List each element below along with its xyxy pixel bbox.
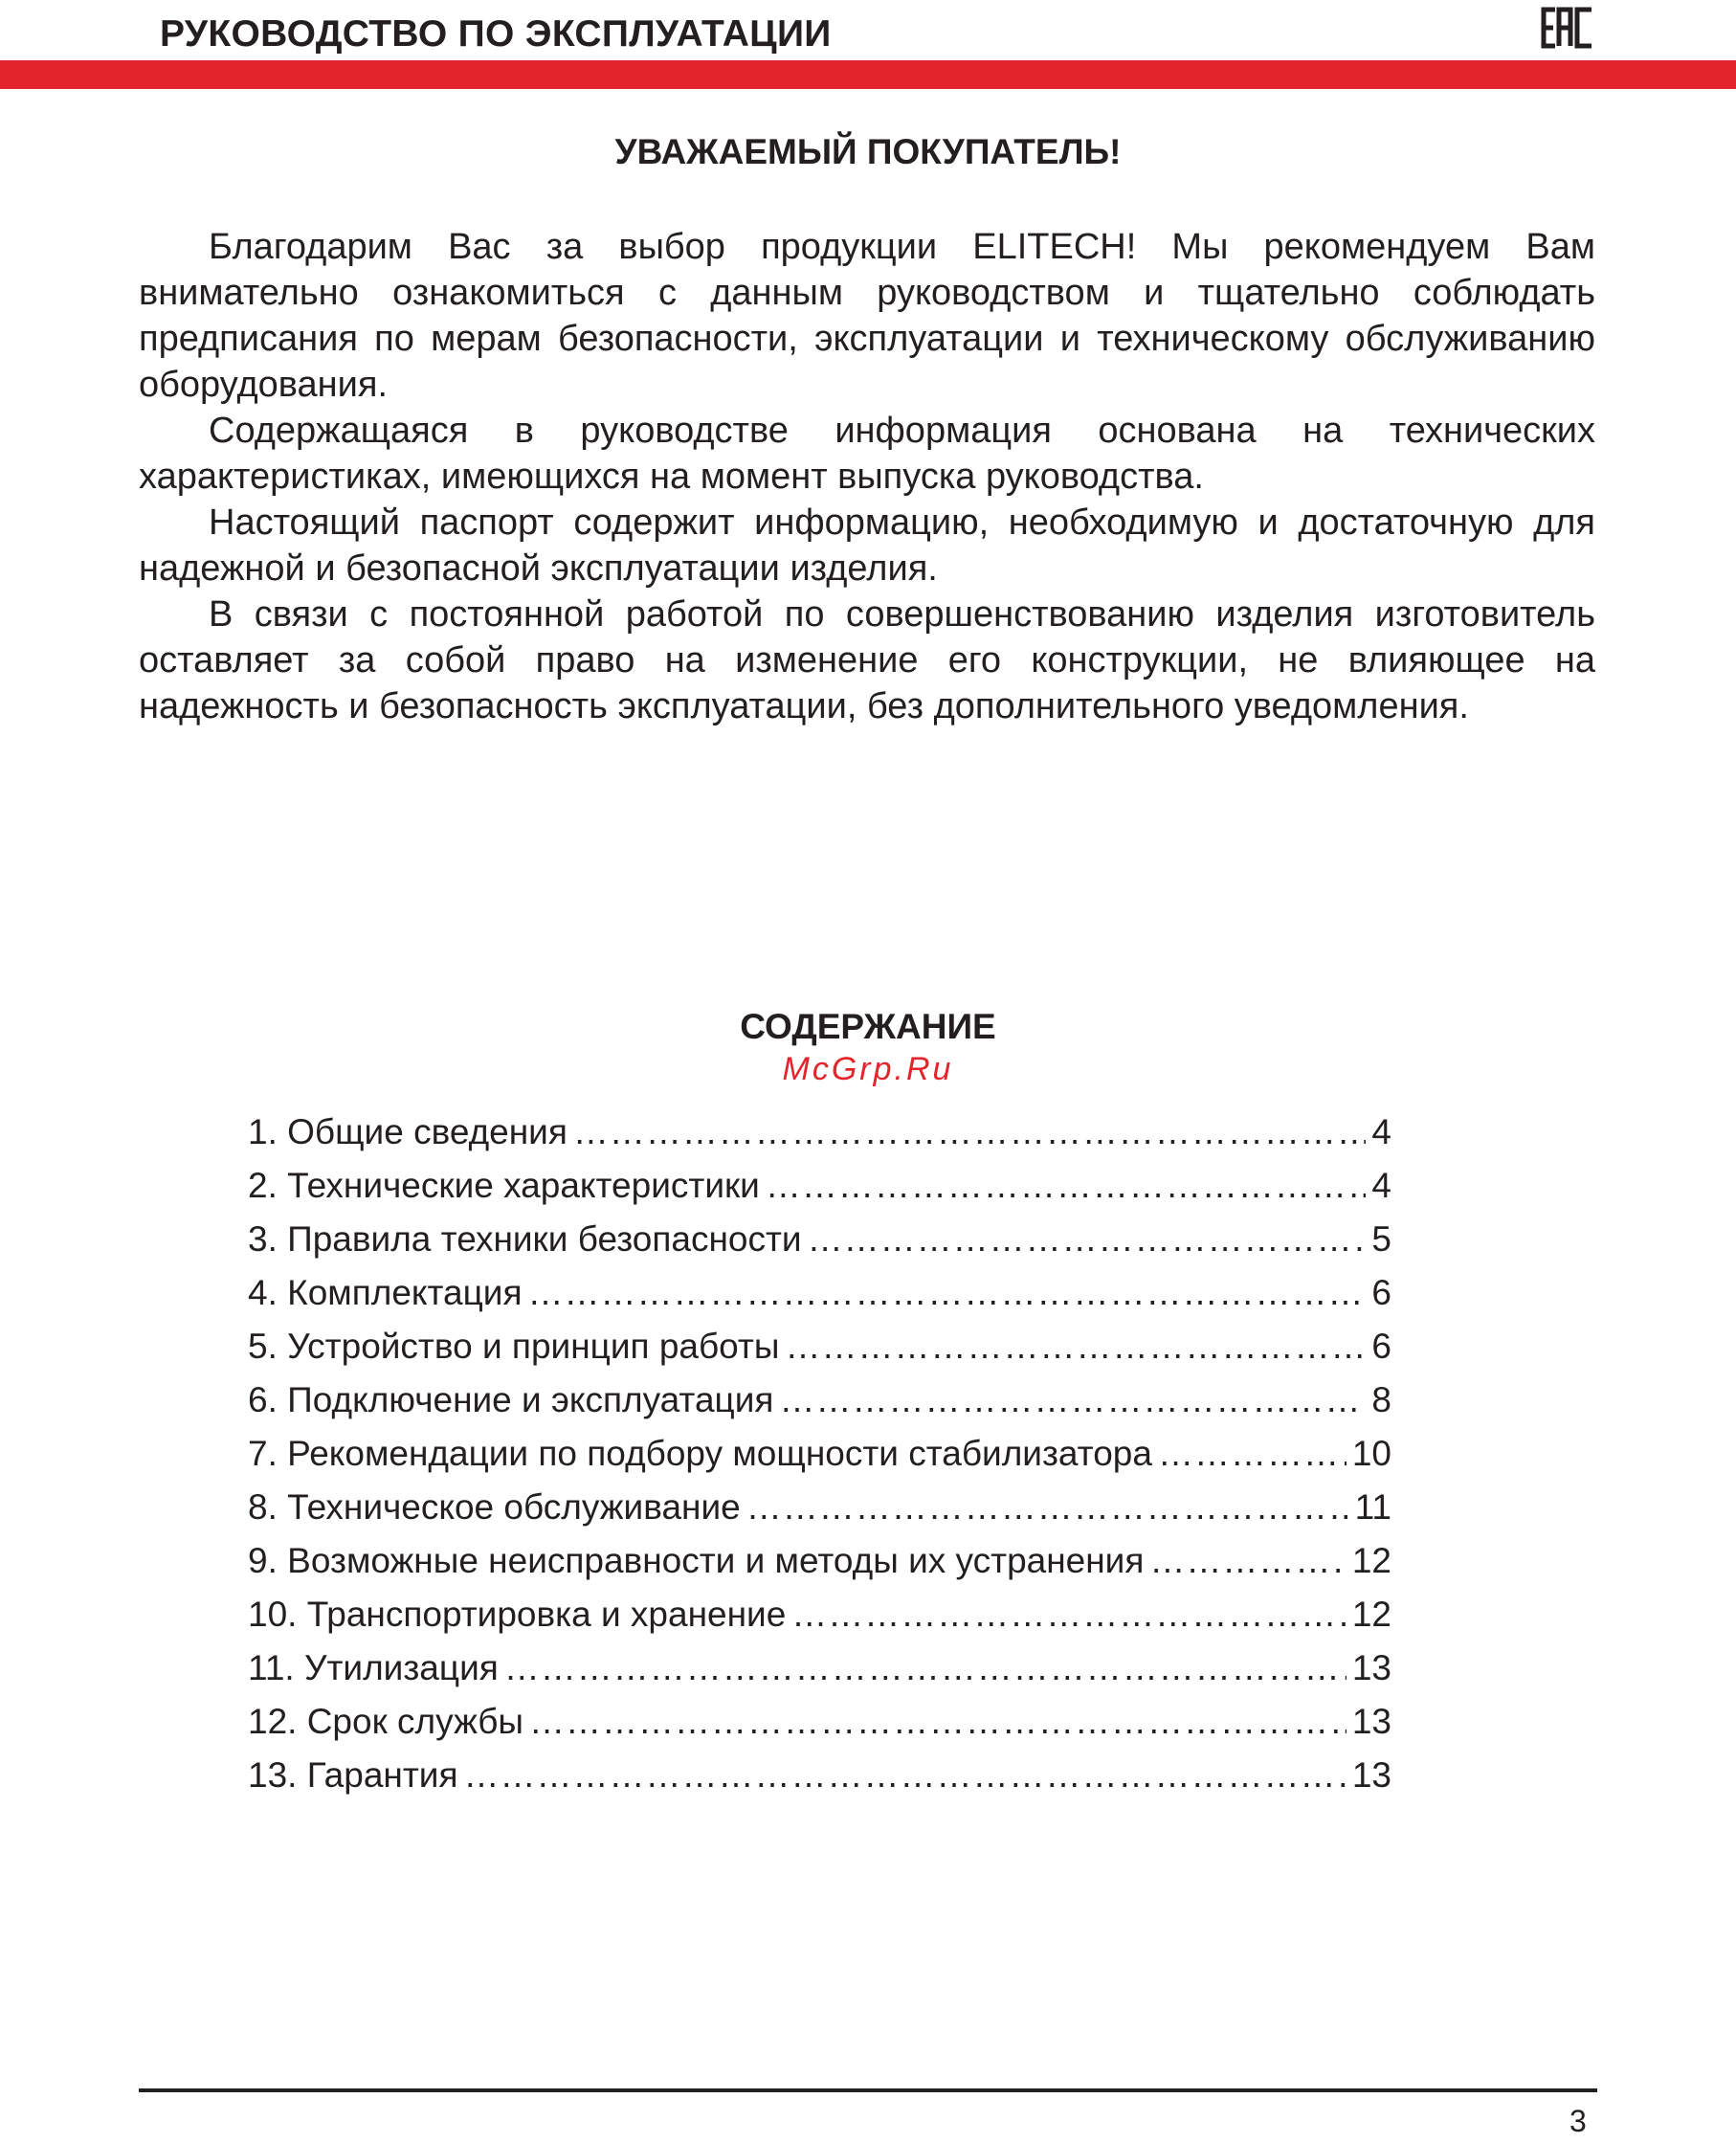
toc-item-title: 12. Срок службы [248, 1702, 524, 1741]
toc-item-title: 4. Комплектация [248, 1273, 523, 1312]
watermark: McGrp.Ru [782, 1051, 954, 1087]
footer-divider [139, 2088, 1597, 2092]
toc-item-title: 13. Гарантия [248, 1755, 458, 1795]
toc-item[interactable] [248, 1749, 1391, 1802]
toc-leader-dots [1158, 1427, 1347, 1481]
toc-item-page: 6 [1371, 1273, 1391, 1312]
intro-text [139, 224, 1595, 729]
toc-item[interactable] [248, 1534, 1391, 1588]
toc-leader-dots [808, 1213, 1367, 1266]
toc-item-title: 11. Утилизация [248, 1648, 499, 1687]
toc-item-page: 6 [1371, 1327, 1391, 1366]
toc-item[interactable] [248, 1320, 1391, 1373]
toc-item-title: 1. Общие сведения [248, 1112, 568, 1151]
toc-item-title: 7. Рекомендации по подбору мощности стабилизатора [248, 1434, 1152, 1473]
toc-leader-dots [746, 1481, 1349, 1534]
toc-item[interactable] [248, 1695, 1391, 1749]
toc-leader-dots [464, 1749, 1347, 1802]
toc-leader-dots [1149, 1534, 1346, 1588]
toc-item-page: 13 [1351, 1702, 1391, 1741]
toc-item-title: 9. Возможные неисправности и методы их устранения [248, 1541, 1145, 1580]
toc-item-title: 3. Правила техники безопасности [248, 1219, 802, 1259]
toc-item-page: 4 [1371, 1112, 1391, 1151]
header-accent-bar [0, 60, 1736, 89]
toc-item-title: 2. Технические характеристики [248, 1166, 760, 1205]
page-header [0, 0, 1736, 91]
toc-item-page: 13 [1351, 1755, 1391, 1795]
page-number: 3 [1569, 2104, 1587, 2138]
toc-item-title: 10. Транспортировка и хранение [248, 1595, 787, 1634]
toc-item[interactable] [248, 1481, 1391, 1534]
toc-item[interactable] [248, 1641, 1391, 1695]
toc-leader-dots [504, 1641, 1347, 1695]
toc-item-page: 12 [1351, 1541, 1391, 1580]
greeting-heading: УВАЖАЕМЫЙ ПОКУПАТЕЛЬ! [614, 132, 1122, 171]
toc-item-page: 11 [1354, 1487, 1391, 1527]
toc-leader-dots [573, 1105, 1367, 1159]
toc-leader-dots [528, 1266, 1367, 1320]
toc-item-page: 4 [1371, 1166, 1391, 1205]
toc-leader-dots [779, 1373, 1366, 1427]
toc-item[interactable] [248, 1427, 1391, 1481]
toc-leader-dots [529, 1695, 1347, 1749]
toc-item-page: 12 [1351, 1595, 1391, 1634]
intro-paragraph: Содержащаяся в руководстве информация основана на технических характеристиках, имеющихся на момент выпуска руководства. [139, 411, 1595, 497]
toc-item-page: 10 [1351, 1434, 1391, 1473]
toc-leader-dots [766, 1159, 1367, 1213]
intro-paragraph: Благодарим Вас за выбор продукции ELITECH! Мы рекомендуем Вам внимательно ознакомиться с данным руководством и тщательно соблюдать предписания по мерам безопасности, эксплуатации и техническому обслуживанию оборудования. [139, 227, 1595, 405]
toc-item-page: 8 [1371, 1380, 1391, 1419]
toc-leader-dots [791, 1588, 1347, 1641]
toc-heading: СОДЕРЖАНИЕ [740, 1007, 996, 1046]
toc-item[interactable] [248, 1159, 1391, 1213]
toc-item-title: 8. Техническое обслуживание [248, 1487, 741, 1527]
toc-item[interactable] [248, 1373, 1391, 1427]
toc-leader-dots [785, 1320, 1366, 1373]
toc-item[interactable] [248, 1105, 1391, 1159]
toc-item[interactable] [248, 1266, 1391, 1320]
toc-item[interactable] [248, 1588, 1391, 1641]
header-title: РУКОВОДСТВО ПО ЭКСПЛУАТАЦИИ [160, 13, 832, 55]
toc-item-title: 5. Устройство и принцип работы [248, 1327, 780, 1366]
toc-item-page: 5 [1371, 1219, 1391, 1259]
intro-paragraph: Настоящий паспорт содержит информацию, необходимую и достаточную для надежной и безопасной эксплуатации изделия. [139, 502, 1595, 589]
intro-paragraph: В связи с постоянной работой по совершенствованию изделия изготовитель оставляет за собой право на изменение его конструкции, не влияющее на надежность и безопасность эксплуатации, без дополнительного уведомления. [139, 594, 1595, 726]
toc-item[interactable] [248, 1213, 1391, 1266]
toc-item-page: 13 [1351, 1648, 1391, 1687]
table-of-contents [248, 1105, 1391, 1802]
eac-mark-icon [1541, 6, 1594, 50]
toc-item-title: 6. Подключение и эксплуатация [248, 1380, 774, 1419]
